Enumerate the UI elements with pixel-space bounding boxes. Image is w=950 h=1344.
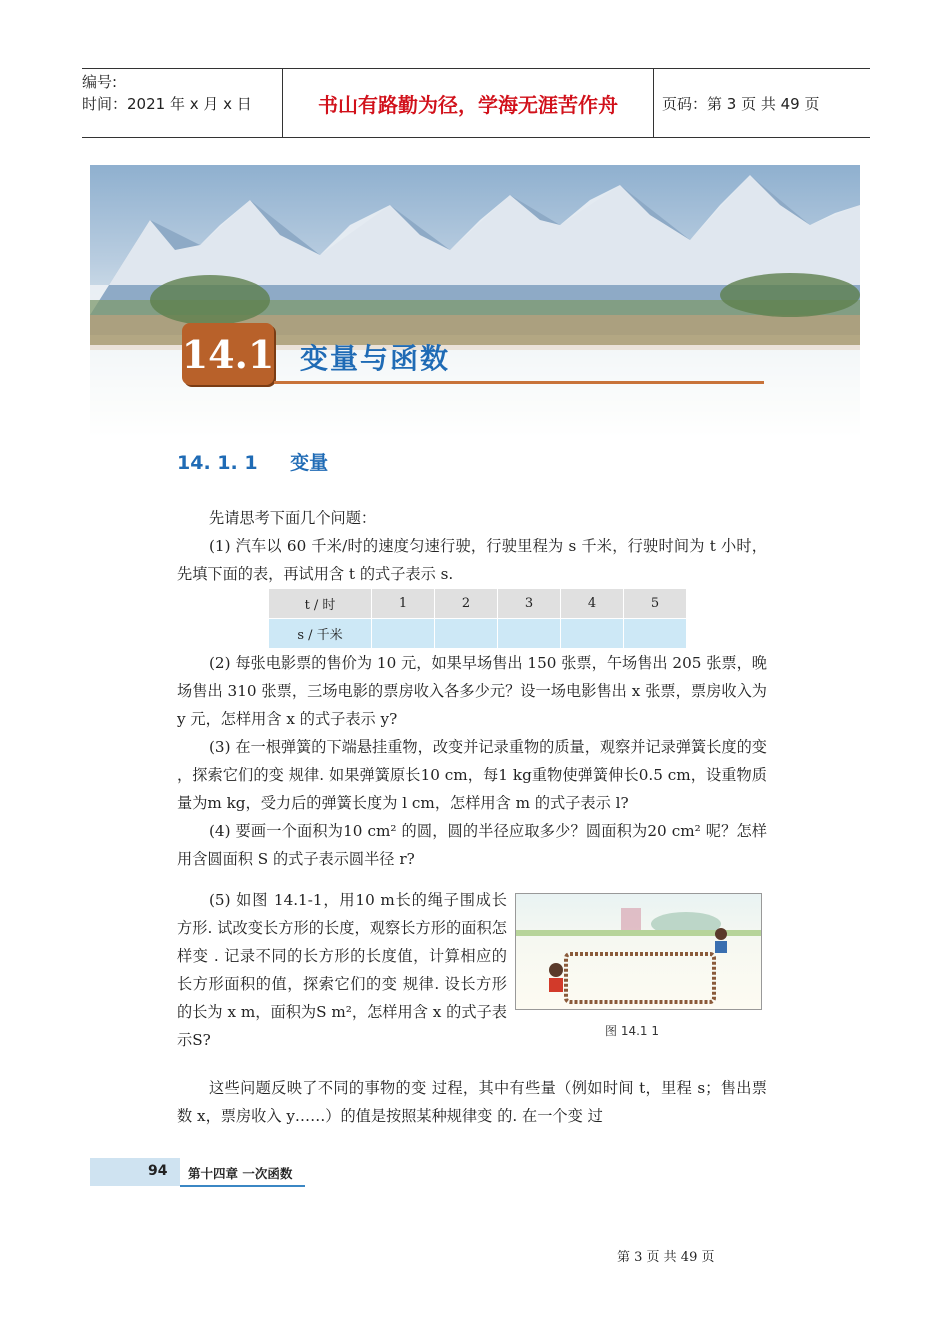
page-info: 页码：第 3 页 共 49 页 xyxy=(662,94,820,113)
time-distance-table xyxy=(268,588,687,649)
rope-rectangle-figure xyxy=(515,893,762,1010)
figure-caption: 图 14.1 1 xyxy=(605,1024,659,1038)
question-1: (1) 汽车以 60 千米/时的速度匀速行驶，行驶里程为 s 千米，行驶时间为 t 小时，先填下面的表，再试用含 t 的式子表示 s. xyxy=(177,537,767,583)
table-cell-empty xyxy=(435,619,498,649)
question-5: (5) 如图 14.1-1，用10 m长的绳子围成长方形. 试改变长方形的长度，观察长方形的面积怎样变 . 记录不同的长方形的长度值，计算相应的长方形面积的值，探索它们的变 规律. 设长方形的长为 x m，面积为S m²，怎样用含 x 的式子表示S? xyxy=(177,891,507,1049)
table-cell: 1 xyxy=(372,589,435,619)
chapter-label: 第十四章 一次函数 xyxy=(188,1166,293,1181)
table-cell: 2 xyxy=(435,589,498,619)
table-cell-empty xyxy=(561,619,624,649)
question-2: (2) 每张电影票的售价为 10 元，如果早场售出 150 张票，午场售出 205 张票，晚场售出 310 张票，三场电影的票房收入各多少元？设一场电影售出 x 张票，票房收入为 y 元，怎样用含 x 的式子表示 y? xyxy=(177,654,767,728)
table-cell-empty xyxy=(498,619,561,649)
motto: 书山有路勤为径，学海无涯苦作舟 xyxy=(282,69,654,137)
header-meta xyxy=(82,69,282,139)
document-page-footer: 第 3 页 共 49 页 xyxy=(617,1250,715,1265)
section-number-badge: 14.1 xyxy=(182,323,274,385)
time-label: 时间：2021 年 x 月 x 日 xyxy=(82,95,252,113)
footer-underline xyxy=(180,1185,305,1187)
table-row xyxy=(269,589,687,619)
table-cell-empty xyxy=(372,619,435,649)
question-4: (4) 要画一个面积为10 cm² 的圆，圆的半径应取多少？圆面积为20 cm² 呢？怎样用含圆面积 S 的式子表示圆半径 r? xyxy=(177,822,767,868)
table-cell: 5 xyxy=(624,589,687,619)
table-row-label: s / 千米 xyxy=(269,619,372,649)
book-page-footer xyxy=(90,1158,305,1186)
children-with-rope-illustration xyxy=(516,894,761,1009)
question-block-1 xyxy=(177,504,767,588)
book-page-number: 94 xyxy=(148,1163,168,1179)
intro-paragraph: 先请思考下面几个问题： xyxy=(209,509,377,527)
question-block-2 xyxy=(177,649,767,873)
document-header xyxy=(82,68,870,138)
section-banner xyxy=(90,165,860,440)
section-title: 变量与函数 xyxy=(300,342,451,375)
table-cell-empty xyxy=(624,619,687,649)
question-3: (3) 在一根弹簧的下端悬挂重物，改变并记录重物的质量，观察并记录弹簧长度的变 ，探索它们的变 规律. 如果弹簧原长10 cm，每1 kg重物使弹簧伸长0.5 cm，设重物质量为m kg，受力后的弹簧长度为 l cm，怎样用含 m 的式子表示 l? xyxy=(177,738,767,812)
closing-paragraph: 这些问题反映了不同的事物的变 过程，其中有些量（例如时间 t，里程 s；售出票数 x，票房收入 y……）的值是按照某种规律变 的. 在一个变 过 xyxy=(177,1079,767,1125)
closing-block xyxy=(177,1074,767,1130)
number-label: 编号: xyxy=(82,73,118,91)
table-row-label: t / 时 xyxy=(269,589,372,619)
table-row xyxy=(269,619,687,649)
subsection-number: 14. 1. 1 xyxy=(177,452,258,474)
subsection-heading xyxy=(177,448,328,475)
table-cell: 3 xyxy=(498,589,561,619)
section-title-underline xyxy=(274,381,764,384)
table-cell: 4 xyxy=(561,589,624,619)
subsection-title: 变量 xyxy=(290,452,329,474)
mountain-landscape-image xyxy=(90,165,860,440)
question-5-block xyxy=(177,886,507,1054)
